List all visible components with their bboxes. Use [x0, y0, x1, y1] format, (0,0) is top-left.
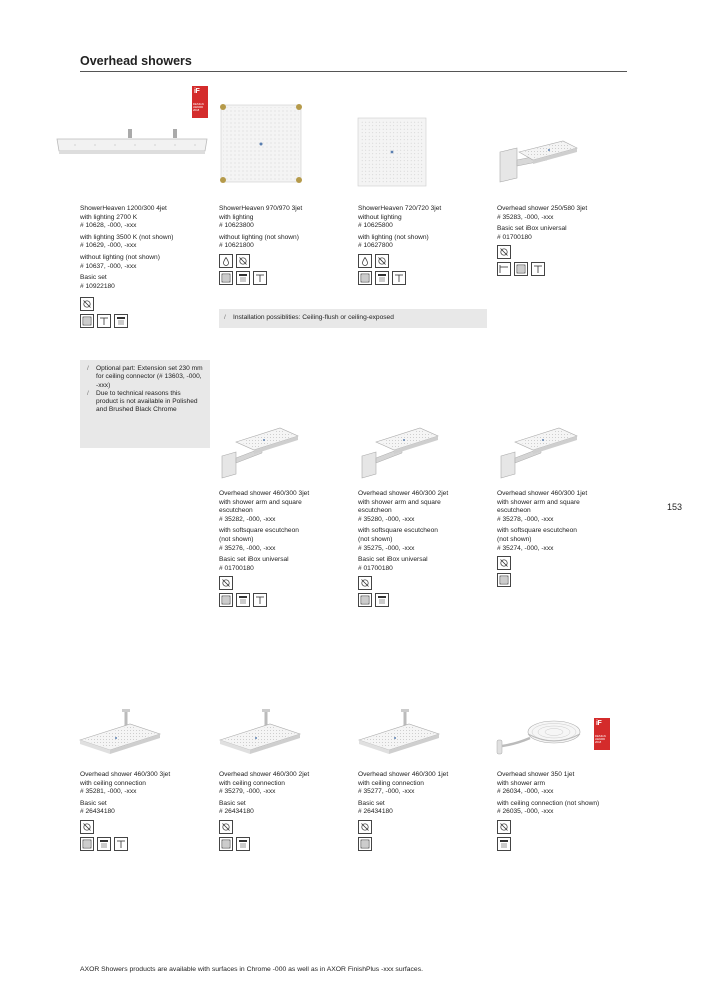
water-saving-icon: [358, 254, 372, 268]
ceiling-mount-icon: [114, 837, 128, 851]
overhead-shower-460-3jet-arm-image: [218, 424, 300, 480]
product-overhead-shower-460-3jet-arm: Overhead shower 460/300 3jet with shower arm and square escutcheon # 35282, -000, -xxx with softsquare escutcheon (not shown) # 35276, -000, -xxx Basic set iBox universal # 01700180: [219, 490, 347, 607]
surface-footnote: AXOR Showers products are available with surfaces in Chrome -000 as well as in AXOR FinishPlus -xxx surfaces.: [80, 966, 424, 973]
no-lime-cleaning-icon: [497, 245, 511, 259]
ceiling-exposed-mount-icon: [497, 837, 511, 851]
water-saving-icon: [219, 254, 233, 268]
product-overhead-shower-460-1jet-ceiling: Overhead shower 460/300 1jet with ceiling connection # 35277, -000, -xxx Basic set # 26434180: [358, 771, 486, 851]
ceiling-flush-mount-icon: [80, 837, 94, 851]
product-overhead-shower-350: Overhead shower 350 1jet with shower arm # 26034, -000, -xxx with ceiling connection (not shown) # 26035, -000, -xxx: [497, 771, 625, 851]
product-overhead-shower-250-580: Overhead shower 250/580 3jet # 35283, -000, -xxx Basic set iBox universal # 01700180: [497, 205, 625, 276]
installation-note: / Installation possiblities: Ceiling-flush or ceiling-exposed: [219, 309, 487, 328]
no-lime-cleaning-icon: [358, 820, 372, 834]
showerheaven-720-image: [357, 117, 427, 187]
ceiling-exposed-mount-icon: [97, 837, 111, 851]
no-lime-cleaning-icon: [80, 820, 94, 834]
ceiling-exposed-mount-icon: [236, 271, 250, 285]
no-lime-cleaning-icon: [358, 576, 372, 590]
ceiling-exposed-mount-icon: [375, 271, 389, 285]
ceiling-flush-mount-icon: [219, 593, 233, 607]
product-showerheaven-970: ShowerHeaven 970/970 3jet with lighting # 10623800 without lighting (not shown) # 10621800: [219, 205, 347, 285]
ceiling-flush-mount-icon: [514, 262, 528, 276]
ceiling-flush-mount-icon: [219, 271, 233, 285]
overhead-shower-460-2jet-arm-image: [358, 424, 440, 480]
if-design-award-badge: iF DESIGN AWARD 2018: [192, 86, 208, 118]
overhead-shower-460-1jet-arm-image: [497, 424, 579, 480]
overhead-shower-460-2jet-ceiling-image: [218, 708, 302, 758]
ceiling-flush-mount-icon: [80, 314, 94, 328]
product-overhead-shower-460-2jet-ceiling: Overhead shower 460/300 2jet with ceiling connection # 35279, -000, -xxx Basic set # 26434180: [219, 771, 347, 851]
no-lime-cleaning-icon: [236, 254, 250, 268]
title-divider: [80, 71, 627, 72]
optional-part-note: / Optional part: Extension set 230 mm for ceiling connector (# 13603, -000, -xxx) / Due to technical reasons this product is not available in Polished and Brushed Black Chrome: [80, 360, 210, 448]
product-showerheaven-1200: ShowerHeaven 1200/300 4jet with lighting 2700 K # 10628, -000, -xxx with lighting 3500 K (not shown) # 10629, -000, -xxx without lighting (not shown) # 10637, -000, -xxx Basic set # 10922180: [80, 205, 208, 328]
ceiling-flush-mount-icon: [358, 837, 372, 851]
ceiling-flush-mount-icon: [358, 271, 372, 285]
overhead-shower-460-3jet-ceiling-image: [78, 708, 162, 758]
ceiling-flush-mount-icon: [358, 593, 372, 607]
ceiling-mount-icon: [97, 314, 111, 328]
overhead-shower-250-580-image: [497, 138, 579, 184]
no-lime-cleaning-icon: [80, 297, 94, 311]
product-overhead-shower-460-1jet-arm: Overhead shower 460/300 1jet with shower arm and square escutcheon # 35278, -000, -xxx with softsquare escutcheon (not shown) # 35274, -000, -xxx: [497, 490, 625, 587]
no-lime-cleaning-icon: [497, 556, 511, 570]
ceiling-exposed-mount-icon: [375, 593, 389, 607]
ceiling-mount-icon: [392, 271, 406, 285]
wall-mount-icon: [497, 262, 511, 276]
ceiling-exposed-mount-icon: [236, 837, 250, 851]
ceiling-exposed-mount-icon: [114, 314, 128, 328]
ceiling-mount-icon: [253, 271, 267, 285]
ceiling-flush-mount-icon: [219, 837, 233, 851]
ceiling-flush-mount-icon: [497, 573, 511, 587]
overhead-shower-350-round-image: [496, 718, 582, 762]
product-overhead-shower-460-3jet-ceiling: Overhead shower 460/300 3jet with ceiling connection # 35281, -000, -xxx Basic set # 26434180: [80, 771, 208, 851]
product-overhead-shower-460-2jet-arm: Overhead shower 460/300 2jet with shower arm and square escutcheon # 35280, -000, -xxx with softsquare escutcheon (not shown) # 35275, -000, -xxx Basic set iBox universal # 01700180: [358, 490, 486, 607]
no-lime-cleaning-icon: [497, 820, 511, 834]
overhead-shower-460-1jet-ceiling-image: [357, 708, 441, 758]
ceiling-mount-icon: [531, 262, 545, 276]
showerheaven-970-image: [217, 101, 305, 186]
showerheaven-1200-image: [55, 125, 210, 161]
ceiling-exposed-mount-icon: [236, 593, 250, 607]
ceiling-mount-icon: [253, 593, 267, 607]
no-lime-cleaning-icon: [219, 820, 233, 834]
page-number: 153: [667, 502, 683, 512]
product-showerheaven-720: ShowerHeaven 720/720 3jet without lighting # 10625800 with lighting (not shown) # 10627800: [358, 205, 486, 285]
page-title: Overhead showers: [80, 54, 192, 68]
no-lime-cleaning-icon: [375, 254, 389, 268]
if-design-award-badge: iF DESIGN AWARD 2018: [594, 718, 610, 750]
no-lime-cleaning-icon: [219, 576, 233, 590]
